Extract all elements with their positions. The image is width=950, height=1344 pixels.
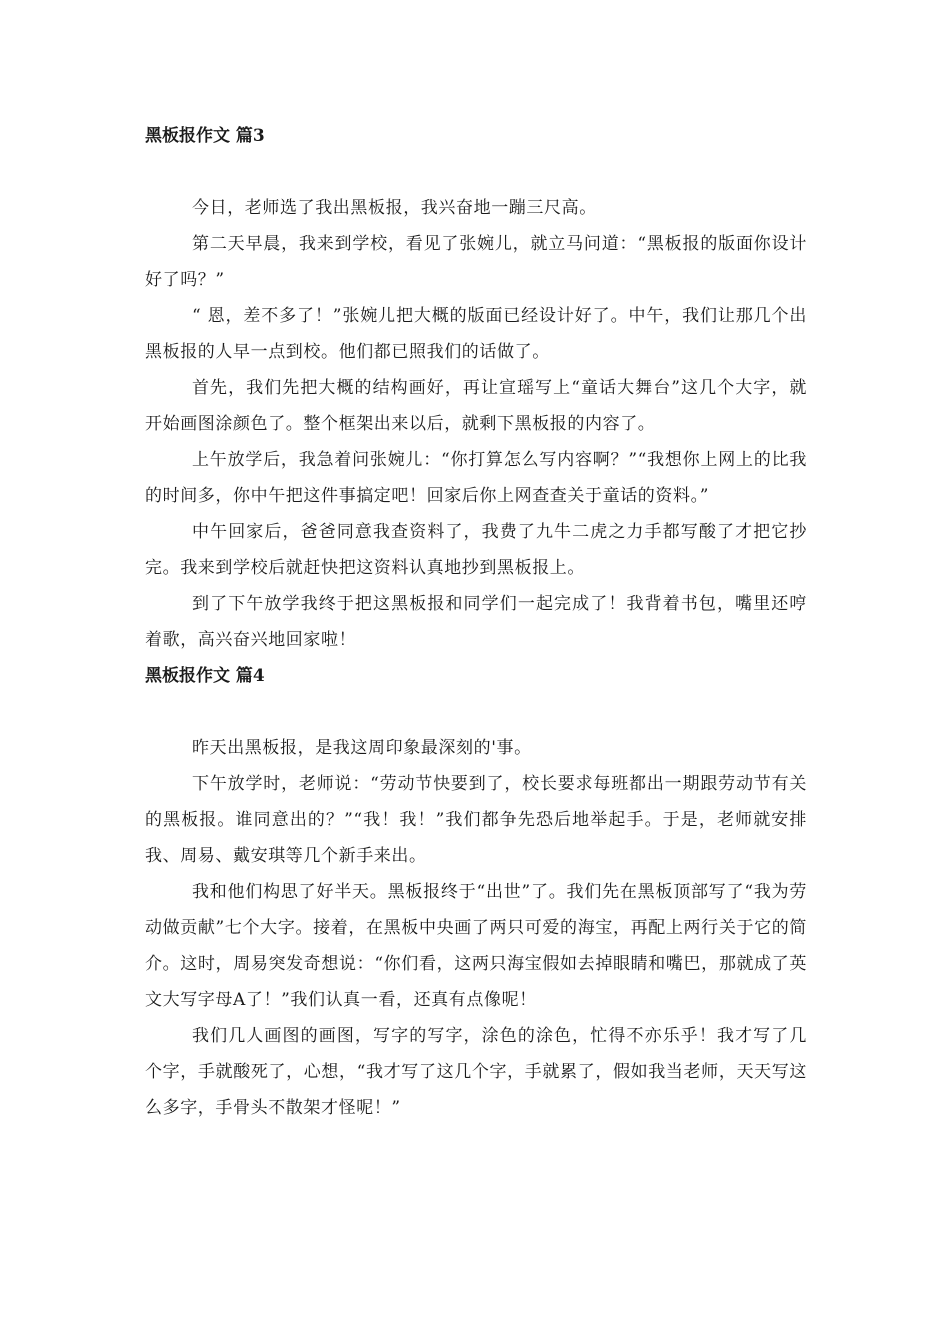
paragraph: 下午放学时，老师说：“劳动节快要到了，校长要求每班都出一期跟劳动节有关的黑板报。谁同意出的？”“我！我！”我们都争先恐后地举起手。于是，老师就安排我、周易、戴安琪等几个新手来出。 <box>145 774 807 866</box>
paragraph: 今日，老师选了我出黑板报，我兴奋地一蹦三尺高。 <box>192 198 597 218</box>
spacer <box>145 154 807 190</box>
paragraph: 中午回家后，爸爸同意我查资料了，我费了九牛二虎之力手都写酸了才把它抄完。我来到学校后就赶快把这资料认真地抄到黑板报上。 <box>145 522 807 578</box>
spacer <box>145 694 807 730</box>
paragraph: 第二天早晨，我来到学校，看见了张婉儿，就立马问道：“黑板报的版面你设计好了吗？” <box>145 234 807 290</box>
document-page <box>145 118 807 1126</box>
paragraph: 我和他们构思了好半天。黑板报终于“出世”了。我们先在黑板顶部写了“我为劳动做贡献”七个大字。接着，在黑板中央画了两只可爱的海宝，再配上两行关于它的简介。这时，周易突发奇想说：“你们看，这两只海宝假如去掉眼睛和嘴巴，那就成了英文大写字母A了！”我们认真一看，还真有点像呢！ <box>145 882 807 1010</box>
paragraph: 到了下午放学我终于把这黑板报和同学们一起完成了！我背着书包，嘴里还哼着歌，高兴奋兴地回家啦！ <box>145 594 807 650</box>
paragraph: “ 恩，差不多了！”张婉儿把大概的版面已经设计好了。中午，我们让那几个出黑板报的人早一点到校。他们都已照我们的话做了。 <box>145 306 807 362</box>
paragraph: 昨天出黑板报，是我这周印象最深刻的'事。 <box>192 738 532 758</box>
paragraph: 首先，我们先把大概的结构画好，再让宣瑶写上“童话大舞台”这几个大字，就开始画图涂颜色了。整个框架出来以后，就剩下黑板报的内容了。 <box>145 378 807 434</box>
section-title-3: 黑板报作文 篇3 <box>145 126 265 146</box>
paragraph: 上午放学后，我急着问张婉儿：“你打算怎么写内容啊？”“我想你上网上的比我的时间多，你中午把这件事搞定吧！回家后你上网查查关于童话的资料。” <box>145 450 807 506</box>
paragraph: 我们几人画图的画图，写字的写字，涂色的涂色，忙得不亦乐乎！我才写了几个字，手就酸死了，心想，“我才写了这几个字，手就累了，假如我当老师，天天写这么多字，手骨头不散架才怪呢！” <box>145 1026 807 1118</box>
section-title-4: 黑板报作文 篇4 <box>145 666 265 686</box>
